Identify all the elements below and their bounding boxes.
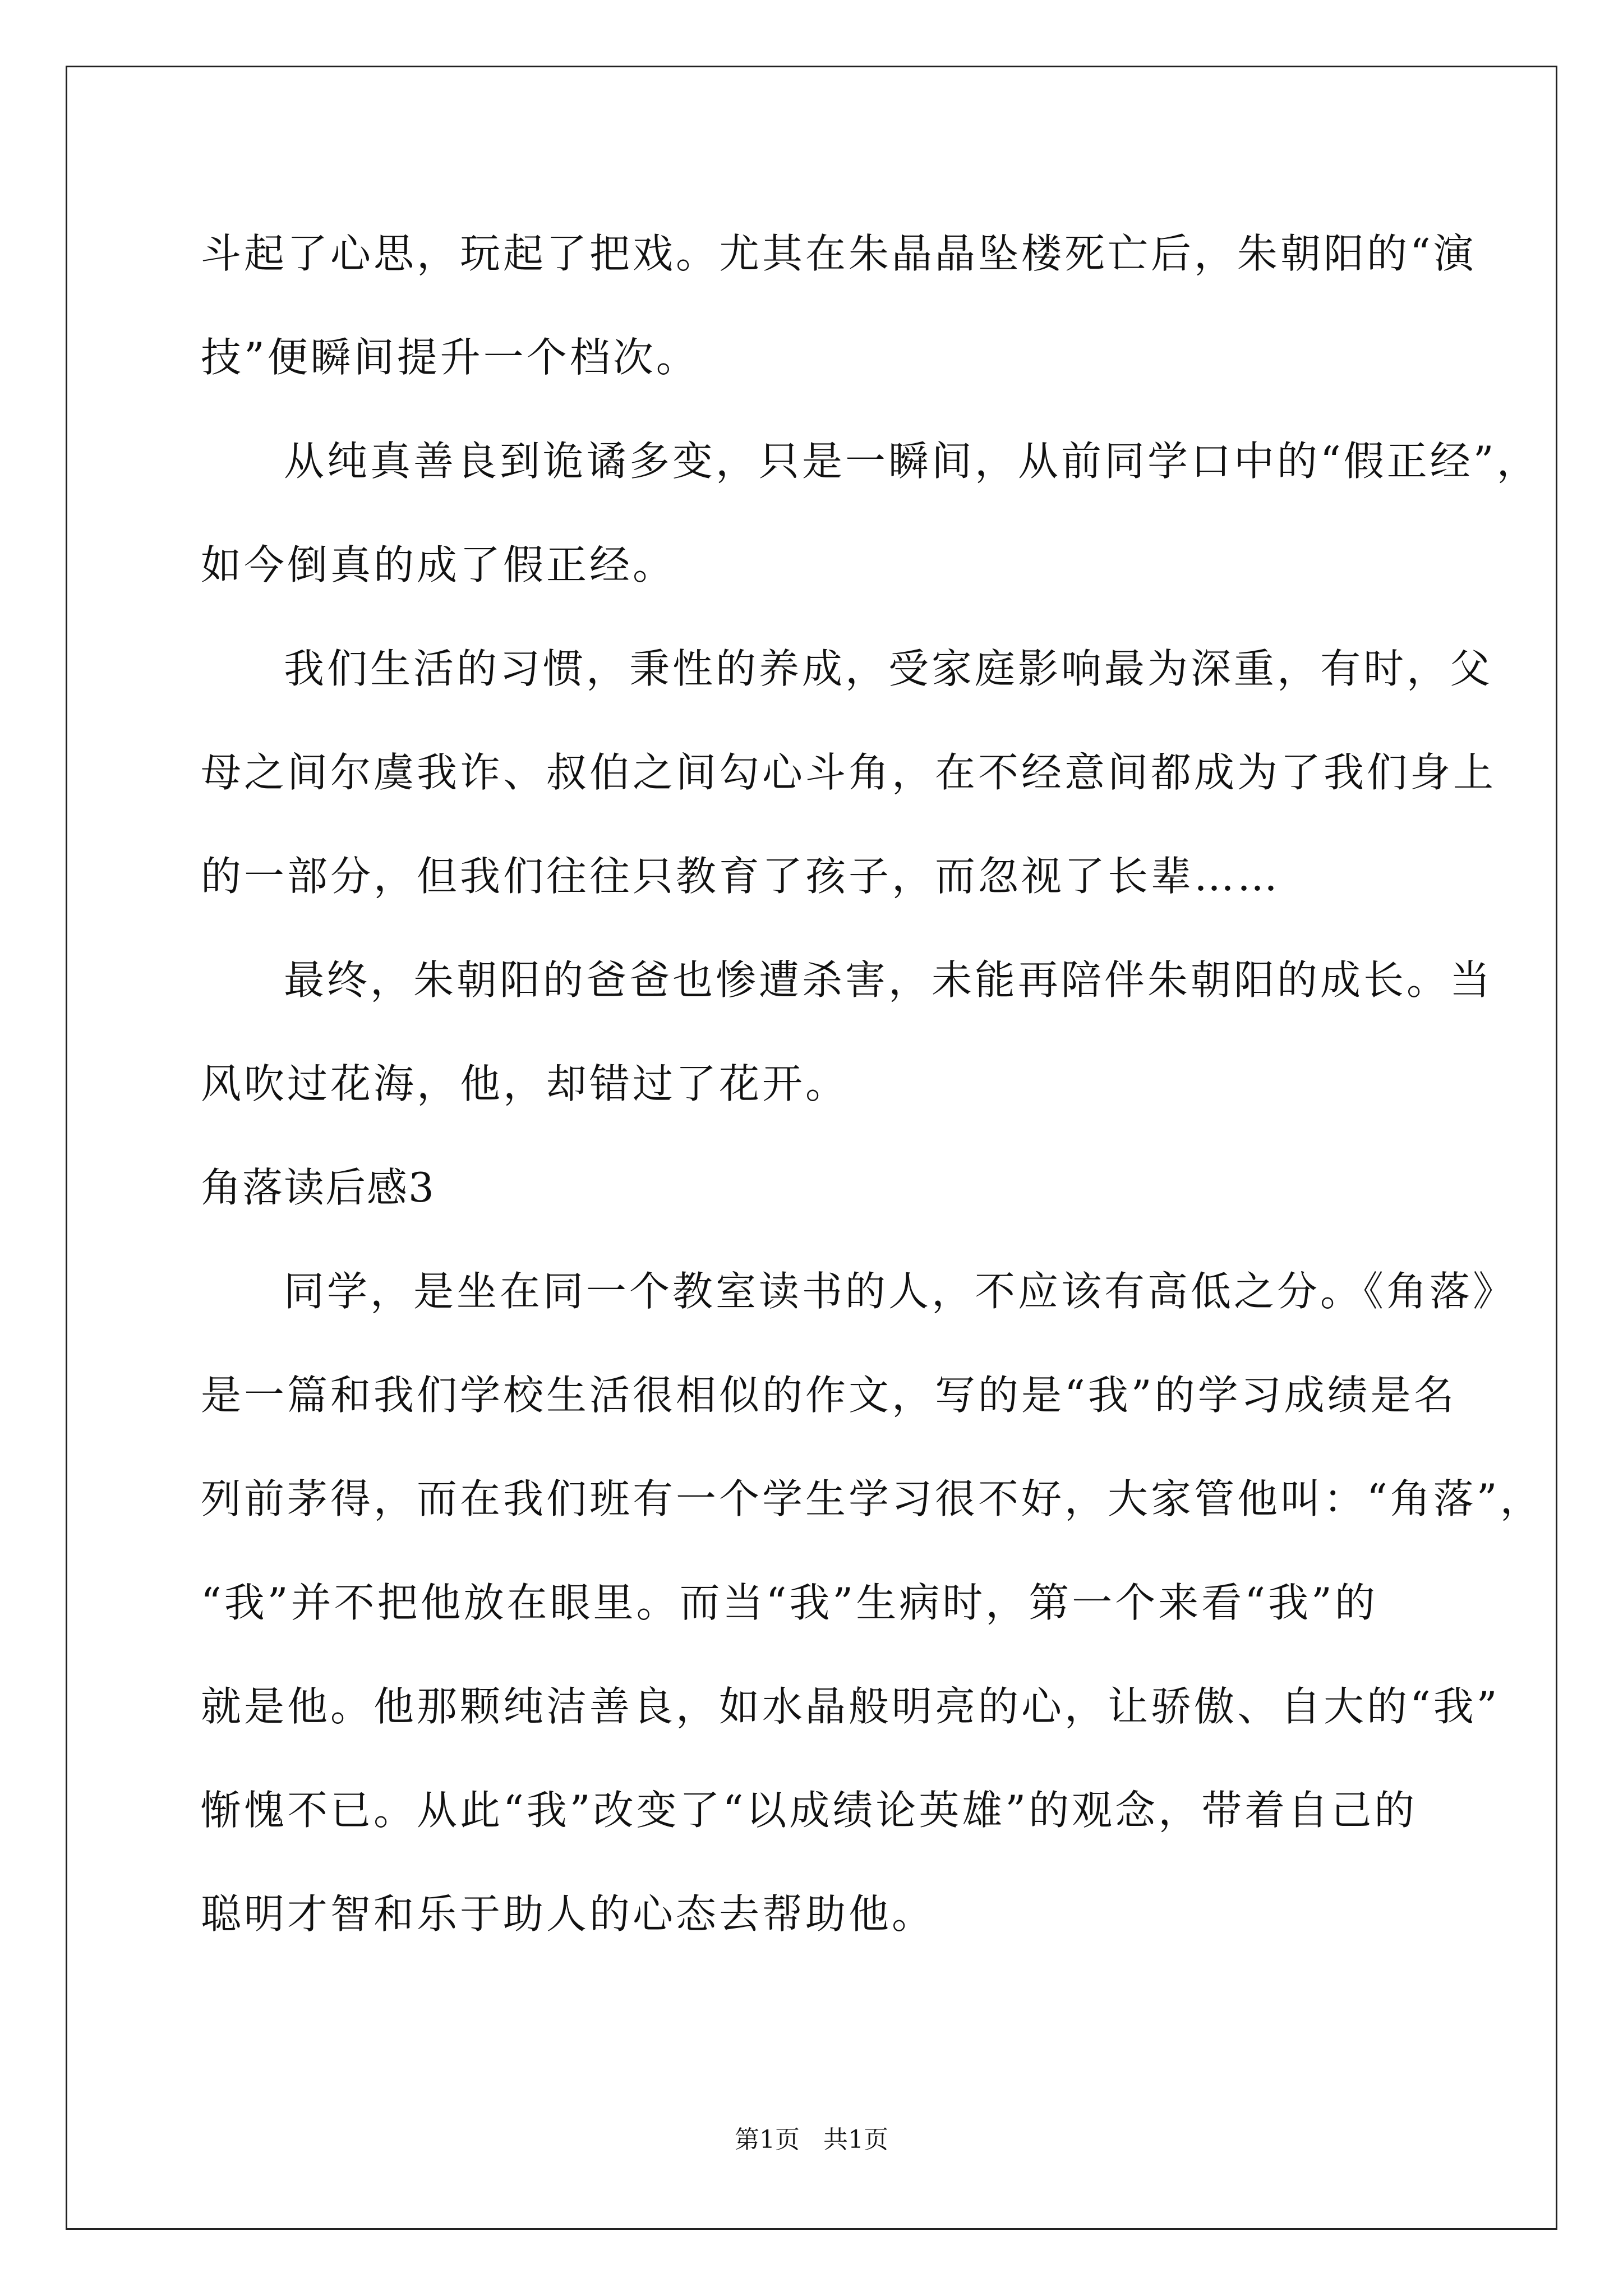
- text-line-5: 我们生活的习惯，秉性的养成，受家庭影响最为深重，有时，父: [284, 645, 1493, 692]
- text-line-12: 是一篇和我们学校生活很相似的作文，写的是“我”的学习成绩是名: [201, 1372, 1457, 1419]
- document-body: [201, 202, 1543, 1966]
- section-heading: 角落读后感3: [201, 1164, 435, 1211]
- text-line-1: 斗起了心思，玩起了把戏。尤其在朱晶晶坠楼死亡后，朱朝阳的“演: [201, 230, 1477, 277]
- text-line-11: 同学，是坐在同一个教室读书的人，不应该有高低之分。《角落》: [284, 1268, 1516, 1315]
- text-line-14: “我”并不把他放在眼里。而当“我”生病时，第一个来看“我”的: [201, 1579, 1378, 1626]
- text-line-7: 的一部分，但我们往往只教育了孩子，而忽视了长辈……: [201, 853, 1281, 900]
- text-line-3: 从纯真善良到诡谲多变，只是一瞬间，从前同学口中的“假正经”，: [284, 438, 1540, 485]
- text-line-6: 母之间尔虞我诈、叔伯之间勾心斗角，在不经意间都成为了我们身上: [201, 749, 1497, 796]
- text-line-15: 就是他。他那颗纯洁善良，如水晶般明亮的心，让骄傲、自大的“我”: [201, 1683, 1500, 1730]
- text-line-17: 聪明才智和乐于助人的心态去帮助他。: [201, 1890, 935, 1938]
- page-number: 第1页: [735, 2125, 800, 2154]
- text-line-8: 最终，朱朝阳的爸爸也惨遭杀害，未能再陪伴朱朝阳的成长。当: [284, 956, 1493, 1004]
- text-line-9: 风吹过花海，他，却错过了花开。: [201, 1060, 849, 1107]
- text-line-13: 列前茅得，而在我们班有一个学生学习很不好，大家管他叫：“角落”，: [201, 1475, 1543, 1522]
- page-footer: [0, 2119, 1623, 2155]
- text-line-16: 惭愧不已。从此“我”改变了“以成绩论英雄”的观念，带着自己的: [201, 1787, 1418, 1834]
- page-total: 共1页: [823, 2125, 888, 2154]
- text-line-4: 如今倒真的成了假正经。: [201, 541, 676, 588]
- text-line-2: 技”便瞬间提升一个档次。: [201, 334, 699, 381]
